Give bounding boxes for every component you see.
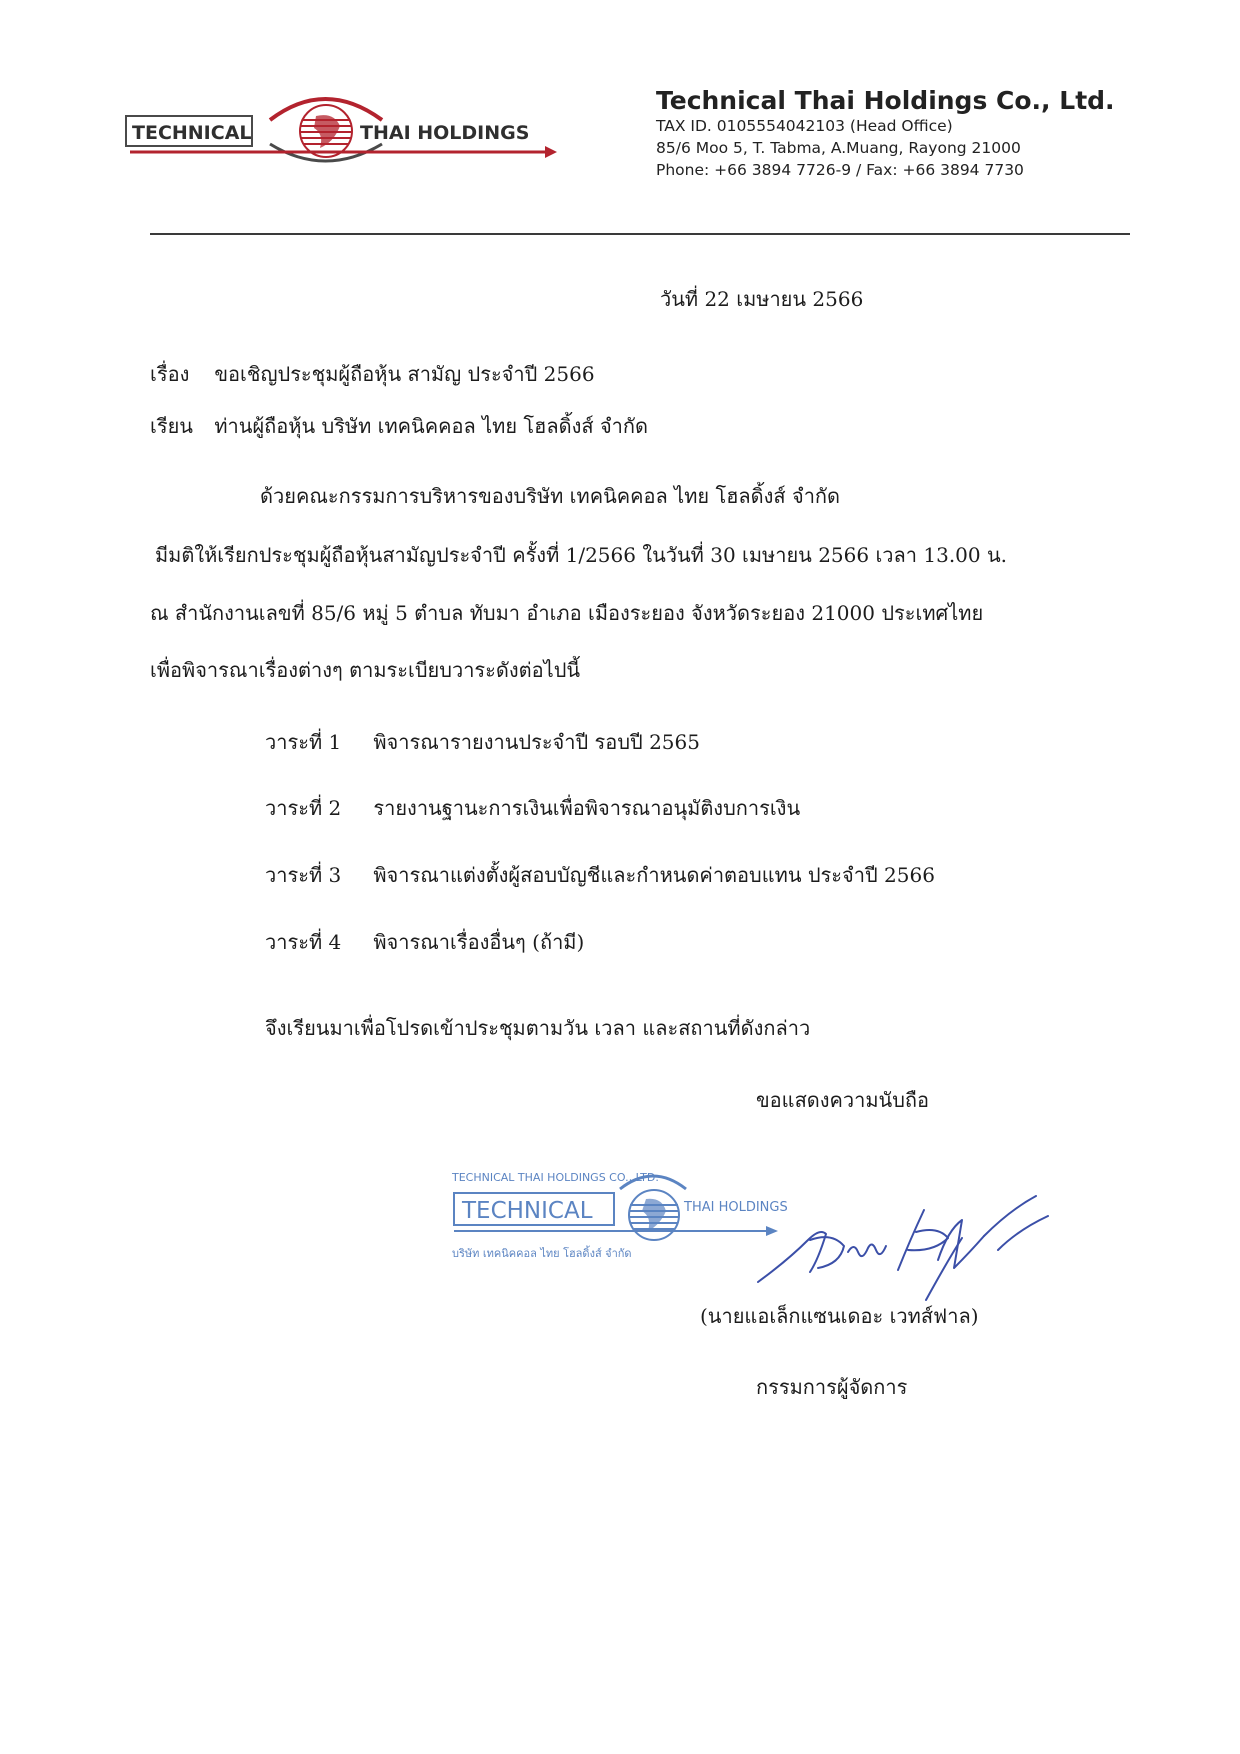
logo-left-text: TECHNICAL	[132, 122, 252, 144]
agenda-text: พิจารณาแต่งตั้งผู้สอบบัญชีและกำหนดค่าตอบแทน ประจำปี 2566	[373, 863, 935, 887]
subject-text: ขอเชิญประชุมผู้ถือหุ้น สามัญ ประจำปี 2566	[214, 362, 595, 386]
agenda-text: รายงานฐานะการเงินเพื่อพิจารณาอนุมัติงบการเงิน	[373, 796, 801, 820]
paragraph-line: มีมติให้เรียกประชุมผู้ถือหุ้นสามัญประจำปี ครั้งที่ 1/2566 ในวันที่ 30 เมษายน 2566 เวลา 13.00 น.	[155, 543, 1008, 567]
subject-line	[150, 361, 595, 387]
stamp-right-text: THAI HOLDINGS	[684, 1200, 788, 1215]
letter-date: วันที่ 22 เมษายน 2566	[660, 287, 864, 311]
regards-line: ขอแสดงความนับถือ	[756, 1088, 930, 1112]
paragraph-line: ณ สำนักงานเลขที่ 85/6 หมู่ 5 ตำบล ทับมา อำเภอ เมืองระยอง จังหวัดระยอง 21000 ประเทศไทย	[150, 601, 984, 625]
agenda-number: วาระที่ 4	[265, 930, 342, 954]
signer-name: (นายแอเล็กแซนเดอะ เวทส์ฟาล)	[700, 1304, 979, 1328]
company-stamp	[448, 1165, 788, 1273]
recipient-label: เรียน	[150, 414, 193, 438]
company-name: Technical Thai Holdings Co., Ltd.	[656, 86, 1115, 115]
agenda-number: วาระที่ 3	[265, 863, 342, 887]
agenda-item	[265, 729, 700, 755]
agenda-number: วาระที่ 2	[265, 796, 342, 820]
company-info	[656, 86, 1115, 181]
header-divider	[150, 233, 1130, 235]
logo-right-text: THAI HOLDINGS	[360, 122, 530, 144]
agenda-number: วาระที่ 1	[265, 730, 342, 754]
paragraph-line: เพื่อพิจารณาเรื่องต่างๆ ตามระเบียบวาระดังต่อไปนี้	[150, 658, 581, 682]
signer-title: กรรมการผู้จัดการ	[756, 1375, 908, 1399]
company-logo	[120, 82, 560, 172]
handwritten-signature	[748, 1190, 1078, 1310]
agenda-text: พิจารณารายงานประจำปี รอบปี 2565	[373, 730, 700, 754]
paragraph-line: ด้วยคณะกรรมการบริหารของบริษัท เทคนิคคอล ไทย โฮลดิ้งส์ จำกัด	[260, 484, 841, 508]
stamp-thai-text: บริษัท เทคนิคคอล ไทย โฮลดิ้งส์ จำกัด	[452, 1247, 632, 1260]
agenda-item	[265, 929, 584, 955]
tax-id: TAX ID. 0105554042103 (Head Office)	[656, 117, 953, 135]
agenda-item	[265, 862, 935, 888]
closing-line: จึงเรียนมาเพื่อโปรดเข้าประชุมตามวัน เวลา และสถานที่ดังกล่าว	[265, 1016, 811, 1040]
company-address: 85/6 Moo 5, T. Tabma, A.Muang, Rayong 21000	[656, 139, 1021, 157]
stamp-top-text: TECHNICAL THAI HOLDINGS CO., LTD.	[452, 1171, 659, 1184]
recipient-text: ท่านผู้ถือหุ้น บริษัท เทคนิคคอล ไทย โฮลดิ้งส์ จำกัด	[214, 414, 649, 438]
agenda-item	[265, 795, 800, 821]
recipient-line	[150, 413, 648, 439]
stamp-main-text: TECHNICAL	[462, 1198, 593, 1224]
phone-fax: Phone: +66 3894 7726-9 / Fax: +66 3894 7730	[656, 161, 1024, 179]
subject-label: เรื่อง	[150, 362, 190, 386]
agenda-text: พิจารณาเรื่องอื่นๆ (ถ้ามี)	[373, 930, 585, 954]
